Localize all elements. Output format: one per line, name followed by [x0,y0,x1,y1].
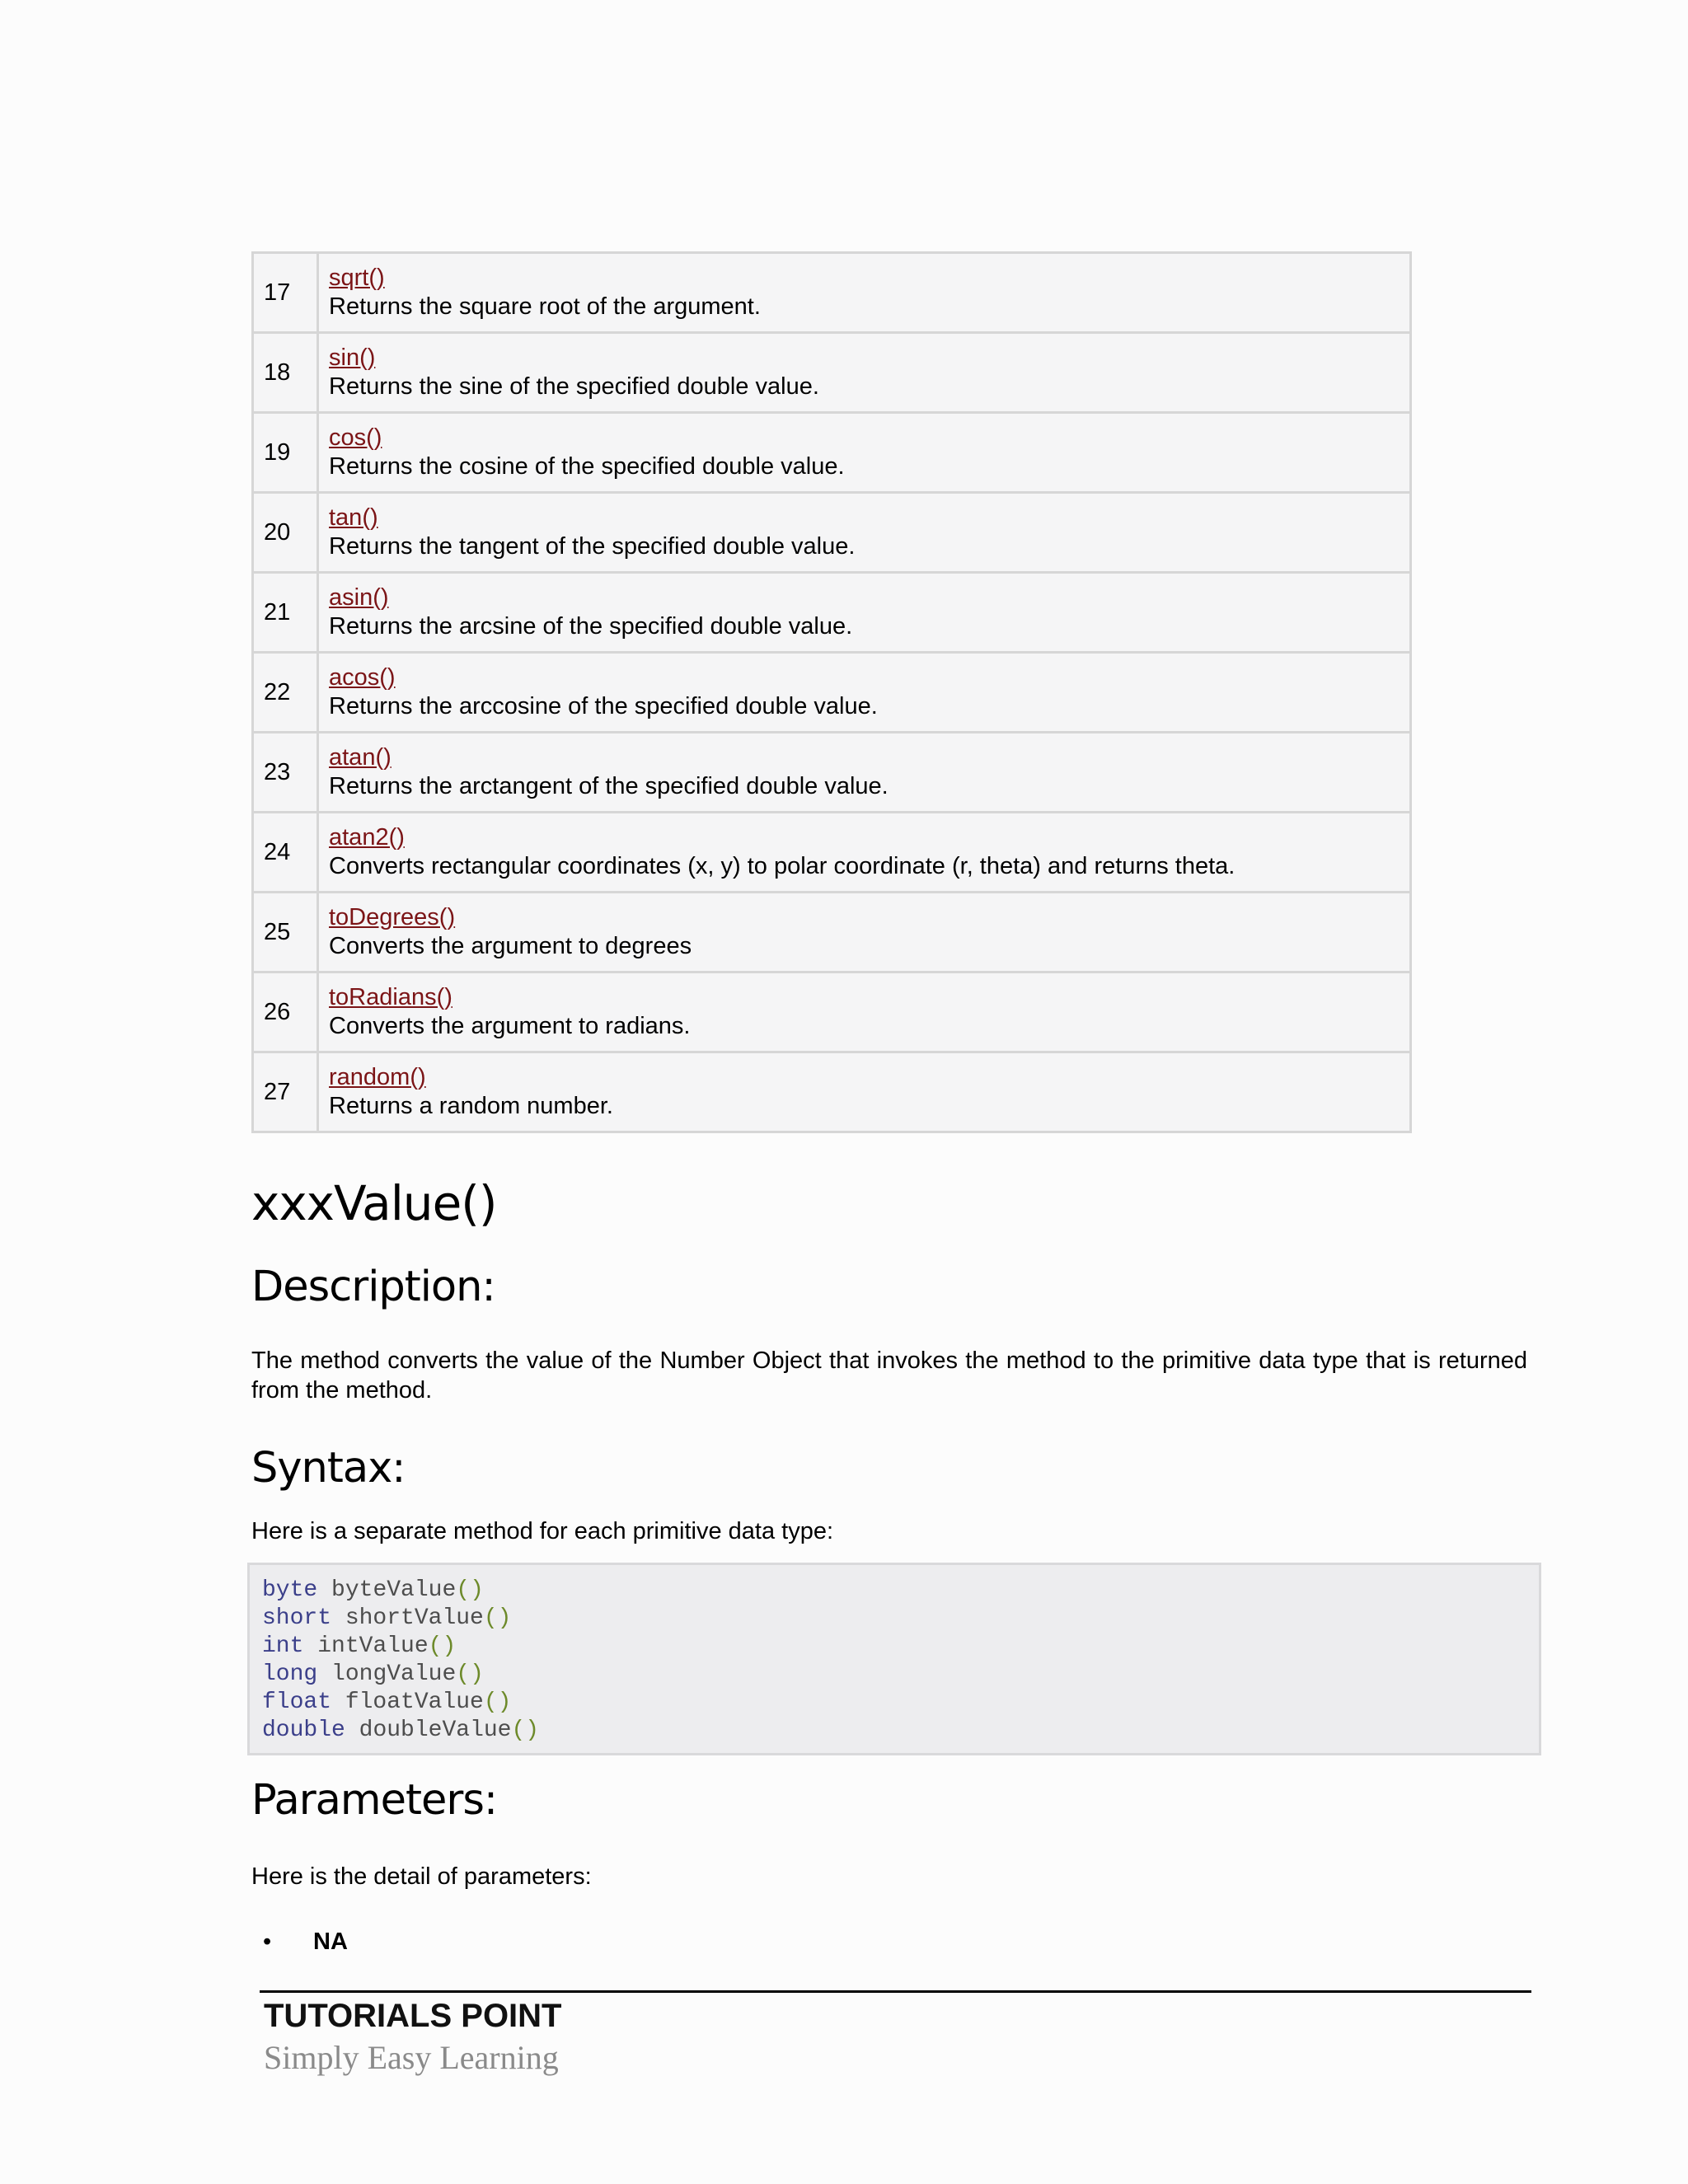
table-row [253,653,1411,733]
method-link[interactable]: toDegrees() [329,904,456,930]
table-row [253,413,1411,493]
row-number: 27 [253,1052,318,1132]
table-row [253,813,1411,893]
method-description: Returns the arctangent of the specified double value. [329,773,889,799]
method-cell [318,333,1411,413]
row-number: 19 [253,413,318,493]
method-link[interactable]: random() [329,1064,426,1090]
parameters-intro: Here is the detail of parameters: [251,1863,592,1890]
description-heading: Description: [251,1263,495,1311]
code-type-keyword: double [262,1718,345,1743]
method-link[interactable]: atan() [329,744,392,771]
method-cell [318,493,1411,573]
code-method-name: intValue [317,1633,429,1659]
method-description: Returns the tangent of the specified double value. [329,533,856,560]
method-cell [318,813,1411,893]
table-row [253,333,1411,413]
method-description: Returns a random number. [329,1093,613,1119]
code-line [262,1633,1539,1661]
row-number: 22 [253,653,318,733]
method-cell [318,733,1411,813]
row-number: 20 [253,493,318,573]
code-line [262,1661,1539,1689]
methods-table [251,251,1412,1133]
code-method-name: byteValue [331,1577,457,1603]
code-line [262,1577,1539,1605]
footer-tagline: Simply Easy Learning [264,2039,559,2076]
method-cell [318,653,1411,733]
row-number: 18 [253,333,318,413]
method-description: Returns the square root of the argument. [329,293,761,320]
method-cell [318,413,1411,493]
method-link[interactable]: asin() [329,584,389,611]
method-link[interactable]: acos() [329,664,396,691]
method-description: Converts the argument to degrees [329,933,692,959]
code-parens: () [483,1605,512,1631]
table-row [253,972,1411,1052]
method-description: Returns the arcsine of the specified double value. [329,613,853,640]
table-row [253,1052,1411,1132]
method-link[interactable]: toRadians() [329,984,452,1010]
parameters-heading: Parameters: [251,1776,498,1825]
method-link[interactable]: atan2() [329,824,405,851]
code-method-name: floatValue [345,1690,484,1715]
table-row [253,573,1411,653]
method-description: Converts rectangular coordinates (x, y) to polar coordinate (r, theta) and returns theta. [329,853,1236,879]
code-method-name: doubleValue [359,1718,512,1743]
syntax-intro: Here is a separate method for each primitive data type: [251,1518,834,1544]
code-parens: () [456,1577,484,1603]
parameters-list [251,1925,348,1958]
section-title: xxxValue() [251,1175,497,1231]
code-type-keyword: float [262,1690,332,1715]
row-number: 21 [253,573,318,653]
code-line [262,1689,1539,1717]
method-cell [318,573,1411,653]
code-type-keyword: short [262,1605,332,1631]
code-parens: () [428,1633,457,1659]
code-parens: () [456,1661,484,1687]
method-cell [318,253,1411,333]
code-line [262,1717,1539,1745]
list-item [251,1925,348,1958]
row-number: 17 [253,253,318,333]
method-cell [318,1052,1411,1132]
method-cell [318,893,1411,972]
row-number: 24 [253,813,318,893]
code-method-name: shortValue [345,1605,484,1631]
row-number: 23 [253,733,318,813]
code-type-keyword: int [262,1633,304,1659]
method-description: Converts the argument to radians. [329,1013,691,1039]
code-method-name: longValue [331,1661,457,1687]
method-link[interactable]: cos() [329,424,382,451]
method-link[interactable]: sqrt() [329,265,385,291]
method-link[interactable]: sin() [329,344,376,371]
bullet-icon: • [263,1929,272,1955]
method-link[interactable]: tan() [329,504,378,531]
table-row [253,733,1411,813]
row-number: 26 [253,972,318,1052]
table-row [253,253,1411,333]
code-parens: () [483,1690,512,1715]
method-description: Returns the cosine of the specified double value. [329,453,845,480]
code-block [247,1563,1541,1755]
row-number: 25 [253,893,318,972]
footer-brand: TUTORIALS POINT [264,1998,562,2034]
code-parens: () [511,1718,540,1743]
method-cell [318,972,1411,1052]
syntax-heading: Syntax: [251,1444,406,1493]
method-description: Returns the arccosine of the specified double value. [329,693,878,719]
method-description: Returns the sine of the specified double value. [329,373,819,400]
code-type-keyword: long [262,1661,318,1687]
description-text: The method converts the value of the Number Object that invokes the method to the primitive data type that is returned from the method. [251,1347,1527,1404]
table-row [253,493,1411,573]
table-row [253,893,1411,972]
methods-table-body [253,253,1411,1132]
code-type-keyword: byte [262,1577,318,1603]
code-line [262,1605,1539,1633]
parameter-text: NA [313,1929,348,1955]
footer-divider [260,1990,1531,1993]
